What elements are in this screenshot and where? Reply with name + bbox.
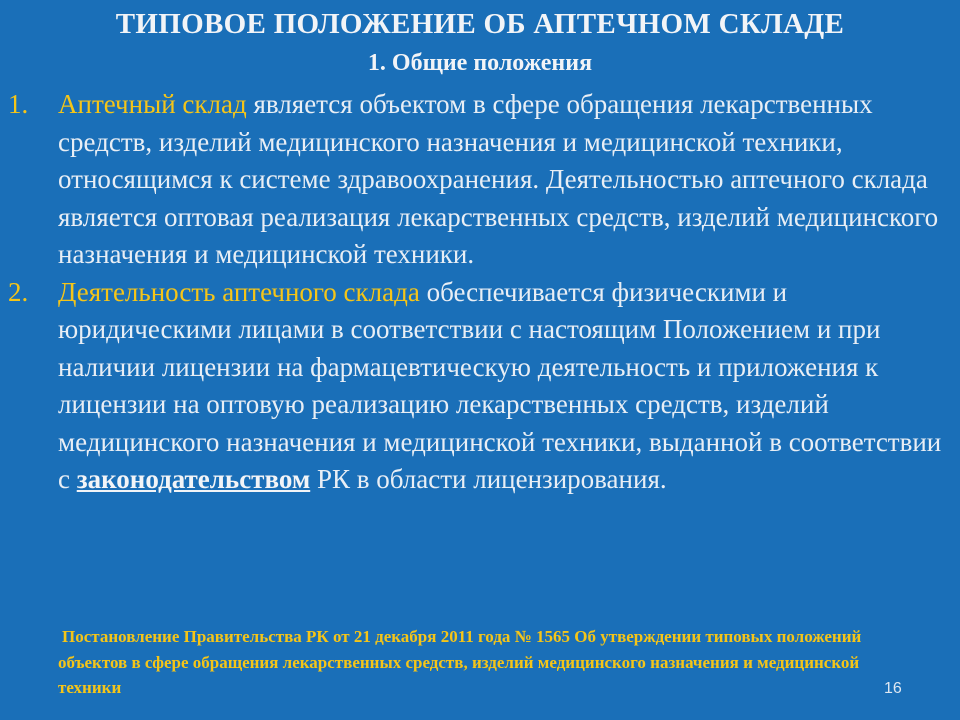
list-item: [8, 274, 953, 499]
slide-title: ТИПОВОЕ ПОЛОЖЕНИЕ ОБ АПТЕЧНОМ СКЛАДЕ: [115, 8, 845, 40]
item-highlight: Аптечный склад: [58, 89, 247, 119]
list-item: [8, 86, 953, 274]
item-text: обеспечивается физическими и юридическими лицами в соответствии с настоящим Положением и при наличии лицензии на фармацевтическую деятельность и приложения к лицензии на оптовую реализацию лекарственных средств, изделий медицинского назначения и медицинской техники, выданной в соответствии с: [58, 276, 942, 494]
item-number: 2.: [8, 276, 29, 307]
numbered-list: [8, 86, 953, 499]
section-subtitle: 1. Общие положения: [367, 50, 593, 76]
item-text: является объектом в сфере обращения лекарственных средств, изделий медицинского назначения и медицинской техники, относящимся к системе здравоохранения. Деятельностью аптечного склада является оптовая реализация лекарственных средств, изделий медицинского назначения и медицинской техники.: [58, 89, 939, 269]
item-text-after: РК в области лицензирования.: [310, 464, 667, 494]
legislation-link[interactable]: законодательством: [76, 464, 311, 494]
page-number: 16: [884, 680, 902, 697]
item-number: 1.: [8, 89, 29, 119]
item-highlight: Деятельность аптечного склада: [58, 276, 420, 307]
footnote-source: Постановление Правительства РК от 21 декабря 2011 года № 1565 Об утверждении типовых положений объектов в сфере обращения лекарственных средств, изделий медицинского назначения и медицинской техники: [58, 627, 862, 697]
